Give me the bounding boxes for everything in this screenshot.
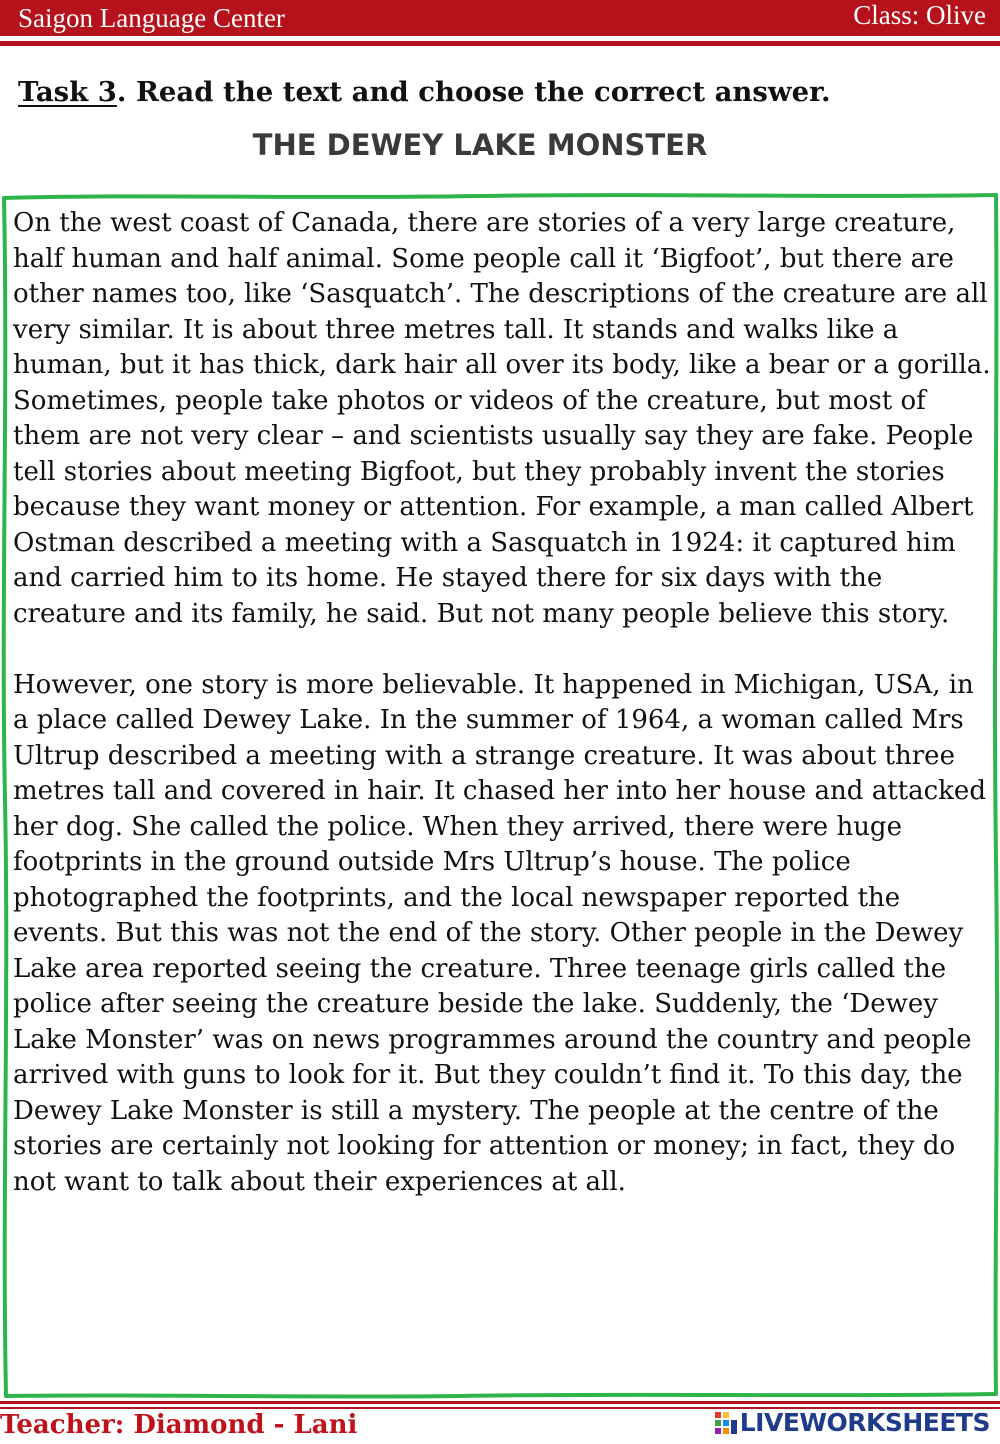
liveworksheets-logo-icon (714, 1410, 738, 1436)
brand-name: LIVEWORKSHEETS (739, 1408, 990, 1437)
footer-divider-top (0, 1401, 1000, 1404)
school-name: Saigon Language Center (18, 3, 285, 33)
liveworksheets-brand (714, 1406, 990, 1440)
task-number: Task 3 (18, 76, 117, 108)
reading-passage (13, 206, 993, 1200)
task-text: . Read the text and choose the correct answer. (116, 76, 831, 108)
story-title: THE DEWEY LAKE MONSTER (252, 128, 708, 162)
teacher-credit: Teacher: Diamond - Lani (0, 1410, 358, 1440)
class-label: Class: Olive (853, 0, 986, 30)
passage-paragraph-1: On the west coast of Canada, there are stories of a very large creature, half human and half animal. Some people call it ‘Bigfoot’, but there are other names too, like ‘Sasquatch’. The descriptions of the creature are all very similar. It is about three metres tall. It stands and walks like a human, but it has thick, dark hair all over its body, like a bear or a gorilla. Sometimes, people take photos or videos of the creature, but most of them are not very clear – and scientists usually say they are fake. People tell stories about meeting Bigfoot, but they probably invent the stories because they want money or attention. For example, a man called Albert Ostman described a meeting with a Sasquatch in 1924: it captured him and carried him to its home. He stayed there for six days with the creature and its family, he said. But not many people believe this story. (13, 208, 991, 629)
passage-paragraph-2: However, one story is more believable. It happened in Michigan, USA, in a place called Dewey Lake. In the summer of 1964, a woman called Mrs Ultrup described a meeting with a strange creature. It was about three metres tall and covered in hair. It chased her into her house and attacked her dog. She called the police. When they arrived, there were huge footprints in the ground outside Mrs Ultrup’s house. The police photographed the footprints, and the local newspaper reported the events. But this was not the end of the story. Other people in the Dewey Lake area reported seeing the creature. Three teenage girls called the police after seeing the creature beside the lake. Suddenly, the ‘Dewey Lake Monster’ was on news programmes around the country and people arrived with guns to look for it. But they couldn’t find it. To this day, the Dewey Lake Monster is still a mystery. The people at the centre of the stories are certainly not looking for attention or money; in fact, they do not want to talk about their experiences at all. (13, 669, 986, 1197)
